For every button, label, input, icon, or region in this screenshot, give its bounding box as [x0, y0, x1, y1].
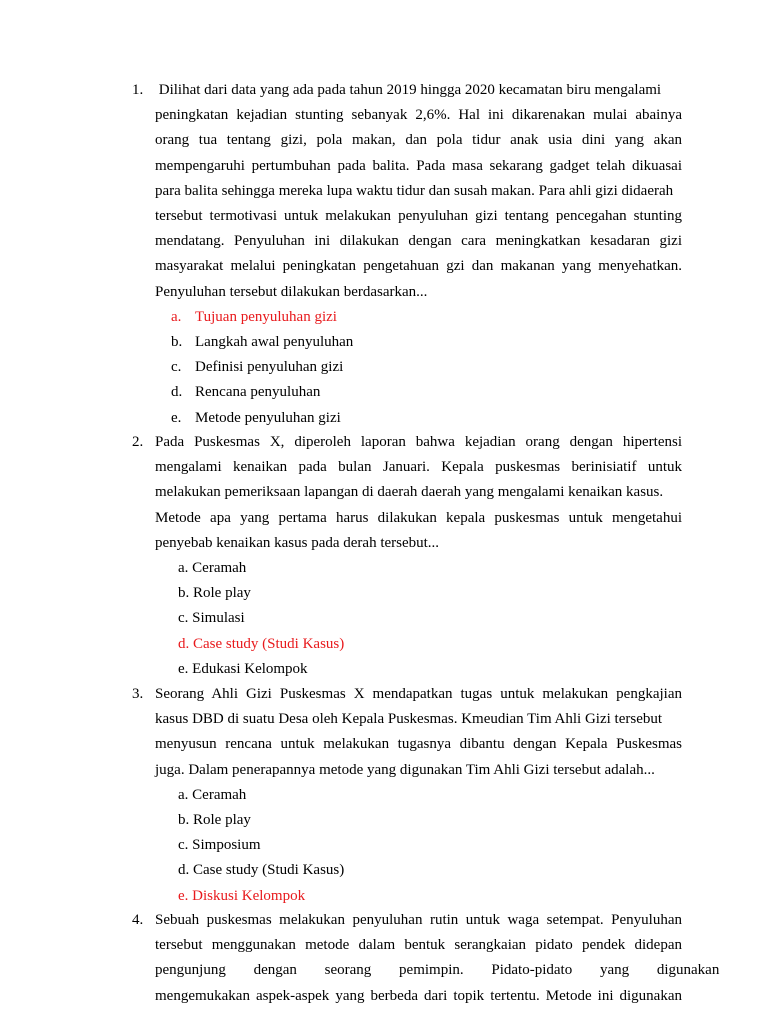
question-number: 3. — [132, 686, 144, 702]
question-text — [155, 430, 682, 556]
question-line: Dilihat dari data yang ada pada tahun 2019 hingga 2020 kecamatan biru mengalami — [155, 82, 662, 98]
question-number: 1. — [132, 82, 144, 98]
answer-option-b[interactable]: b. Role play — [178, 811, 251, 828]
answer-option-e[interactable]: e. Diskusi Kelompok — [178, 887, 306, 904]
answer-option-b[interactable]: b. Langkah awal penyuluhan — [171, 333, 354, 350]
question-text — [155, 682, 682, 783]
question-line: Metode apa yang pertama harus dilakukan kepala puskesmas untuk mengetahui — [155, 509, 682, 526]
question-line: Seorang Ahli Gizi Puskesmas X mendapatkan tugas untuk melakukan pengkajian — [155, 686, 682, 702]
question-line: Penyuluhan tersebut dilakukan berdasarkan... — [155, 283, 428, 300]
answer-option-d[interactable]: d. Case study (Studi Kasus) — [178, 862, 345, 879]
question-line: melakukan pemeriksaan lapangan di daerah daerah yang mengalami kenaikan kasus. — [155, 484, 664, 501]
answer-option-c[interactable]: c. Simposium — [178, 837, 261, 854]
question-line: mengalami kenaikan pada bulan Januari. Kepala puskesmas berinisiatif untuk — [155, 459, 682, 476]
question-line: mempengaruhi pertumbuhan pada balita. Pada masa sekarang gadget telah dikuasai — [155, 157, 682, 174]
question-line: pengunjung dengan seorang pemimpin. Pidato-pidato yang digunakan — [155, 962, 720, 979]
answer-options — [178, 783, 344, 909]
question-line: penyebab kenaikan kasus pada derah tersebut... — [155, 534, 440, 551]
answer-options — [171, 305, 353, 431]
question-line: Sebuah puskesmas melakukan penyuluhan rutin untuk waga setempat. Penyuluhan — [155, 912, 682, 928]
answer-option-e[interactable]: e. Metode penyuluhan gizi — [171, 409, 341, 426]
answer-options — [178, 556, 344, 682]
question-number: 2. — [132, 434, 144, 450]
question-line: tersebut termotivasi untuk melakukan penyuluhan gizi tentang pencegahan stunting — [155, 207, 682, 224]
question-line: tersebut menggunakan metode dalam bentuk serangkaian pidato pendek didepan — [155, 937, 682, 954]
question-line: mengemukakan aspek-aspek yang berbeda dari topik tertentu. Metode ini digunakan — [155, 987, 682, 1004]
question-line: masyarakat melalui peningkatan pengetahuan gzi dan makanan yang menyehatkan. — [155, 258, 682, 275]
answer-option-a[interactable]: a. Tujuan penyuluhan gizi — [171, 308, 337, 325]
question-line: kasus DBD di suatu Desa oleh Kepala Puskesmas. Kmeudian Tim Ahli Gizi tersebut — [155, 711, 663, 728]
question-line: orang tua tentang gizi, pola makan, dan pola tidur anak usia dini yang akan — [155, 132, 682, 149]
question-line: peningkatan kejadian stunting sebanyak 2,6%. Hal ini dikarenakan mulai abainya — [155, 107, 682, 124]
answer-option-e[interactable]: e. Edukasi Kelompok — [178, 660, 308, 677]
answer-option-d[interactable]: d. Case study (Studi Kasus) — [178, 635, 345, 652]
question-text — [155, 78, 682, 305]
answer-option-a[interactable]: a. Ceramah — [178, 560, 247, 576]
answer-option-b[interactable]: b. Role play — [178, 585, 251, 602]
question-line: juga. Dalam penerapannya metode yang digunakan Tim Ahli Gizi tersebut adalah... — [155, 761, 655, 778]
question-number: 4. — [132, 912, 144, 928]
answer-option-a[interactable]: a. Ceramah — [178, 786, 247, 803]
question-line: menyusun rencana untuk melakukan tugasnya dibantu dengan Kepala Puskesmas — [155, 736, 682, 753]
question-line: Pada Puskesmas X, diperoleh laporan bahwa kejadian orang dengan hipertensi — [155, 434, 682, 450]
answer-option-d[interactable]: d. Rencana penyuluhan — [171, 384, 321, 401]
answer-option-c[interactable]: c. Simulasi — [178, 610, 245, 627]
question-line: mendatang. Penyuluhan ini dilakukan dengan cara meningkatkan kesadaran gizi — [155, 233, 682, 250]
question-line: para balita sehingga mereka lupa waktu tidur dan susah makan. Para ahli gizi didaerah — [155, 182, 674, 199]
answer-option-c[interactable]: c. Definisi penyuluhan gizi — [171, 359, 344, 376]
question-text — [155, 908, 720, 1009]
